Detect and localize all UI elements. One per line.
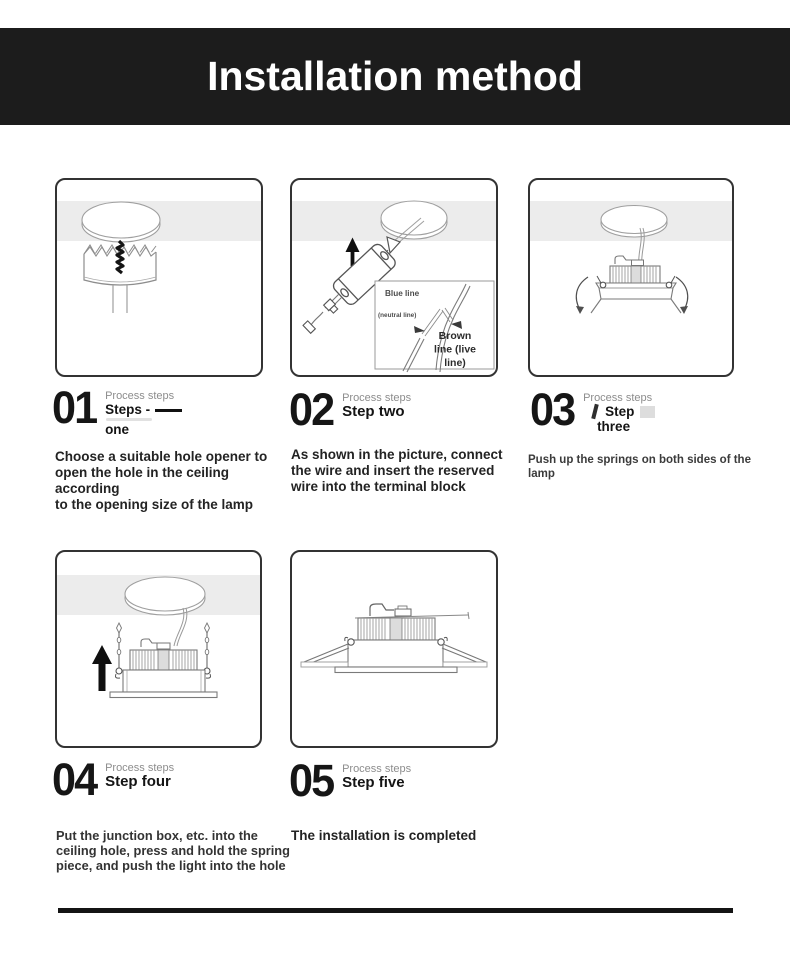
step-number: 01	[52, 382, 97, 433]
trim-flange	[110, 692, 217, 698]
neutral-line-label: (neutral line)	[378, 312, 417, 319]
page-title: Installation method	[207, 53, 583, 99]
step3-label: 03 Process steps Step three	[530, 391, 655, 434]
step3-figure	[528, 178, 734, 377]
step-kicker: Process steps	[583, 392, 653, 404]
step2-figure	[290, 178, 498, 377]
step5-description: The installation is completed	[291, 828, 477, 843]
lamp-body	[596, 283, 676, 299]
step-kicker: Process steps	[105, 390, 175, 402]
step-kicker: Process steps	[342, 392, 412, 404]
step1-figure	[55, 178, 263, 377]
up-arrow-icon	[92, 645, 112, 664]
spring-push-diagram	[530, 180, 732, 375]
wiring-diagram	[292, 180, 496, 375]
step-kicker: Process steps	[342, 763, 412, 775]
step-number: 05	[289, 755, 334, 806]
svg-text:line (live: line (live	[433, 343, 477, 356]
header-bar	[0, 28, 790, 125]
push-up-diagram	[57, 552, 260, 746]
ceiling-right	[443, 662, 487, 667]
step4-label	[52, 754, 175, 805]
spring-arm-right	[443, 644, 486, 662]
step-name: Step two	[342, 403, 405, 421]
inline-connector	[324, 299, 339, 314]
step4-description: Put the junction box, etc. into the ceiling hole, press and hold the spring piece, and push the light into the hole	[56, 828, 290, 873]
step-name: Step	[605, 404, 635, 420]
step-name: Step five	[342, 774, 405, 792]
step1-label: 01 Process steps Steps - one	[52, 389, 182, 437]
hole-cutout	[601, 206, 667, 234]
bottom-divider	[58, 908, 733, 913]
lamp-body	[123, 670, 205, 692]
step5-figure	[290, 550, 498, 748]
rotate-arrow-left	[576, 277, 588, 310]
step2-label	[289, 384, 412, 435]
spring-clip-right	[666, 282, 672, 288]
spring-clip-left	[348, 639, 354, 645]
step-kicker: Process steps	[105, 762, 175, 774]
lamp-body	[348, 640, 443, 667]
ghost-mark	[640, 406, 655, 418]
step2-description: As shown in the picture, connect the wire and insert the reserved wire into the terminal block	[291, 447, 503, 494]
hole-cutout	[125, 577, 205, 611]
ghost-mark	[106, 418, 152, 421]
plug-end	[303, 321, 315, 333]
step5-label	[289, 755, 412, 806]
step3-description: Push up the springs on both sides of the lamp	[528, 454, 751, 480]
spring-clip-left	[600, 282, 606, 288]
decorative-rule	[155, 409, 182, 412]
step-number: 04	[52, 754, 97, 805]
hole-saw-diagram	[57, 180, 261, 375]
spring-rod-left	[116, 623, 123, 678]
step4-figure	[55, 550, 262, 748]
step1-description: Choose a suitable hole opener to open the hole in the ceiling according to the opening size of the lamp	[55, 449, 268, 512]
hole-cutout	[82, 202, 160, 238]
rotate-arrow-right	[676, 277, 688, 310]
blue-line-label: Blue line	[385, 289, 420, 298]
drill-bit	[117, 241, 123, 273]
installed-lamp-diagram	[292, 552, 496, 746]
trim-flange	[335, 667, 457, 673]
step-number: 03	[530, 384, 575, 435]
svg-text:line): line)	[444, 357, 466, 369]
brown-line-label: Brown	[438, 330, 472, 342]
step-name: Step four	[105, 773, 171, 791]
ghost-mark	[591, 404, 599, 420]
step-number: 02	[289, 384, 334, 435]
spring-arm-left	[304, 644, 348, 662]
step-name: Steps -	[105, 402, 151, 418]
ceiling-left	[301, 662, 348, 667]
